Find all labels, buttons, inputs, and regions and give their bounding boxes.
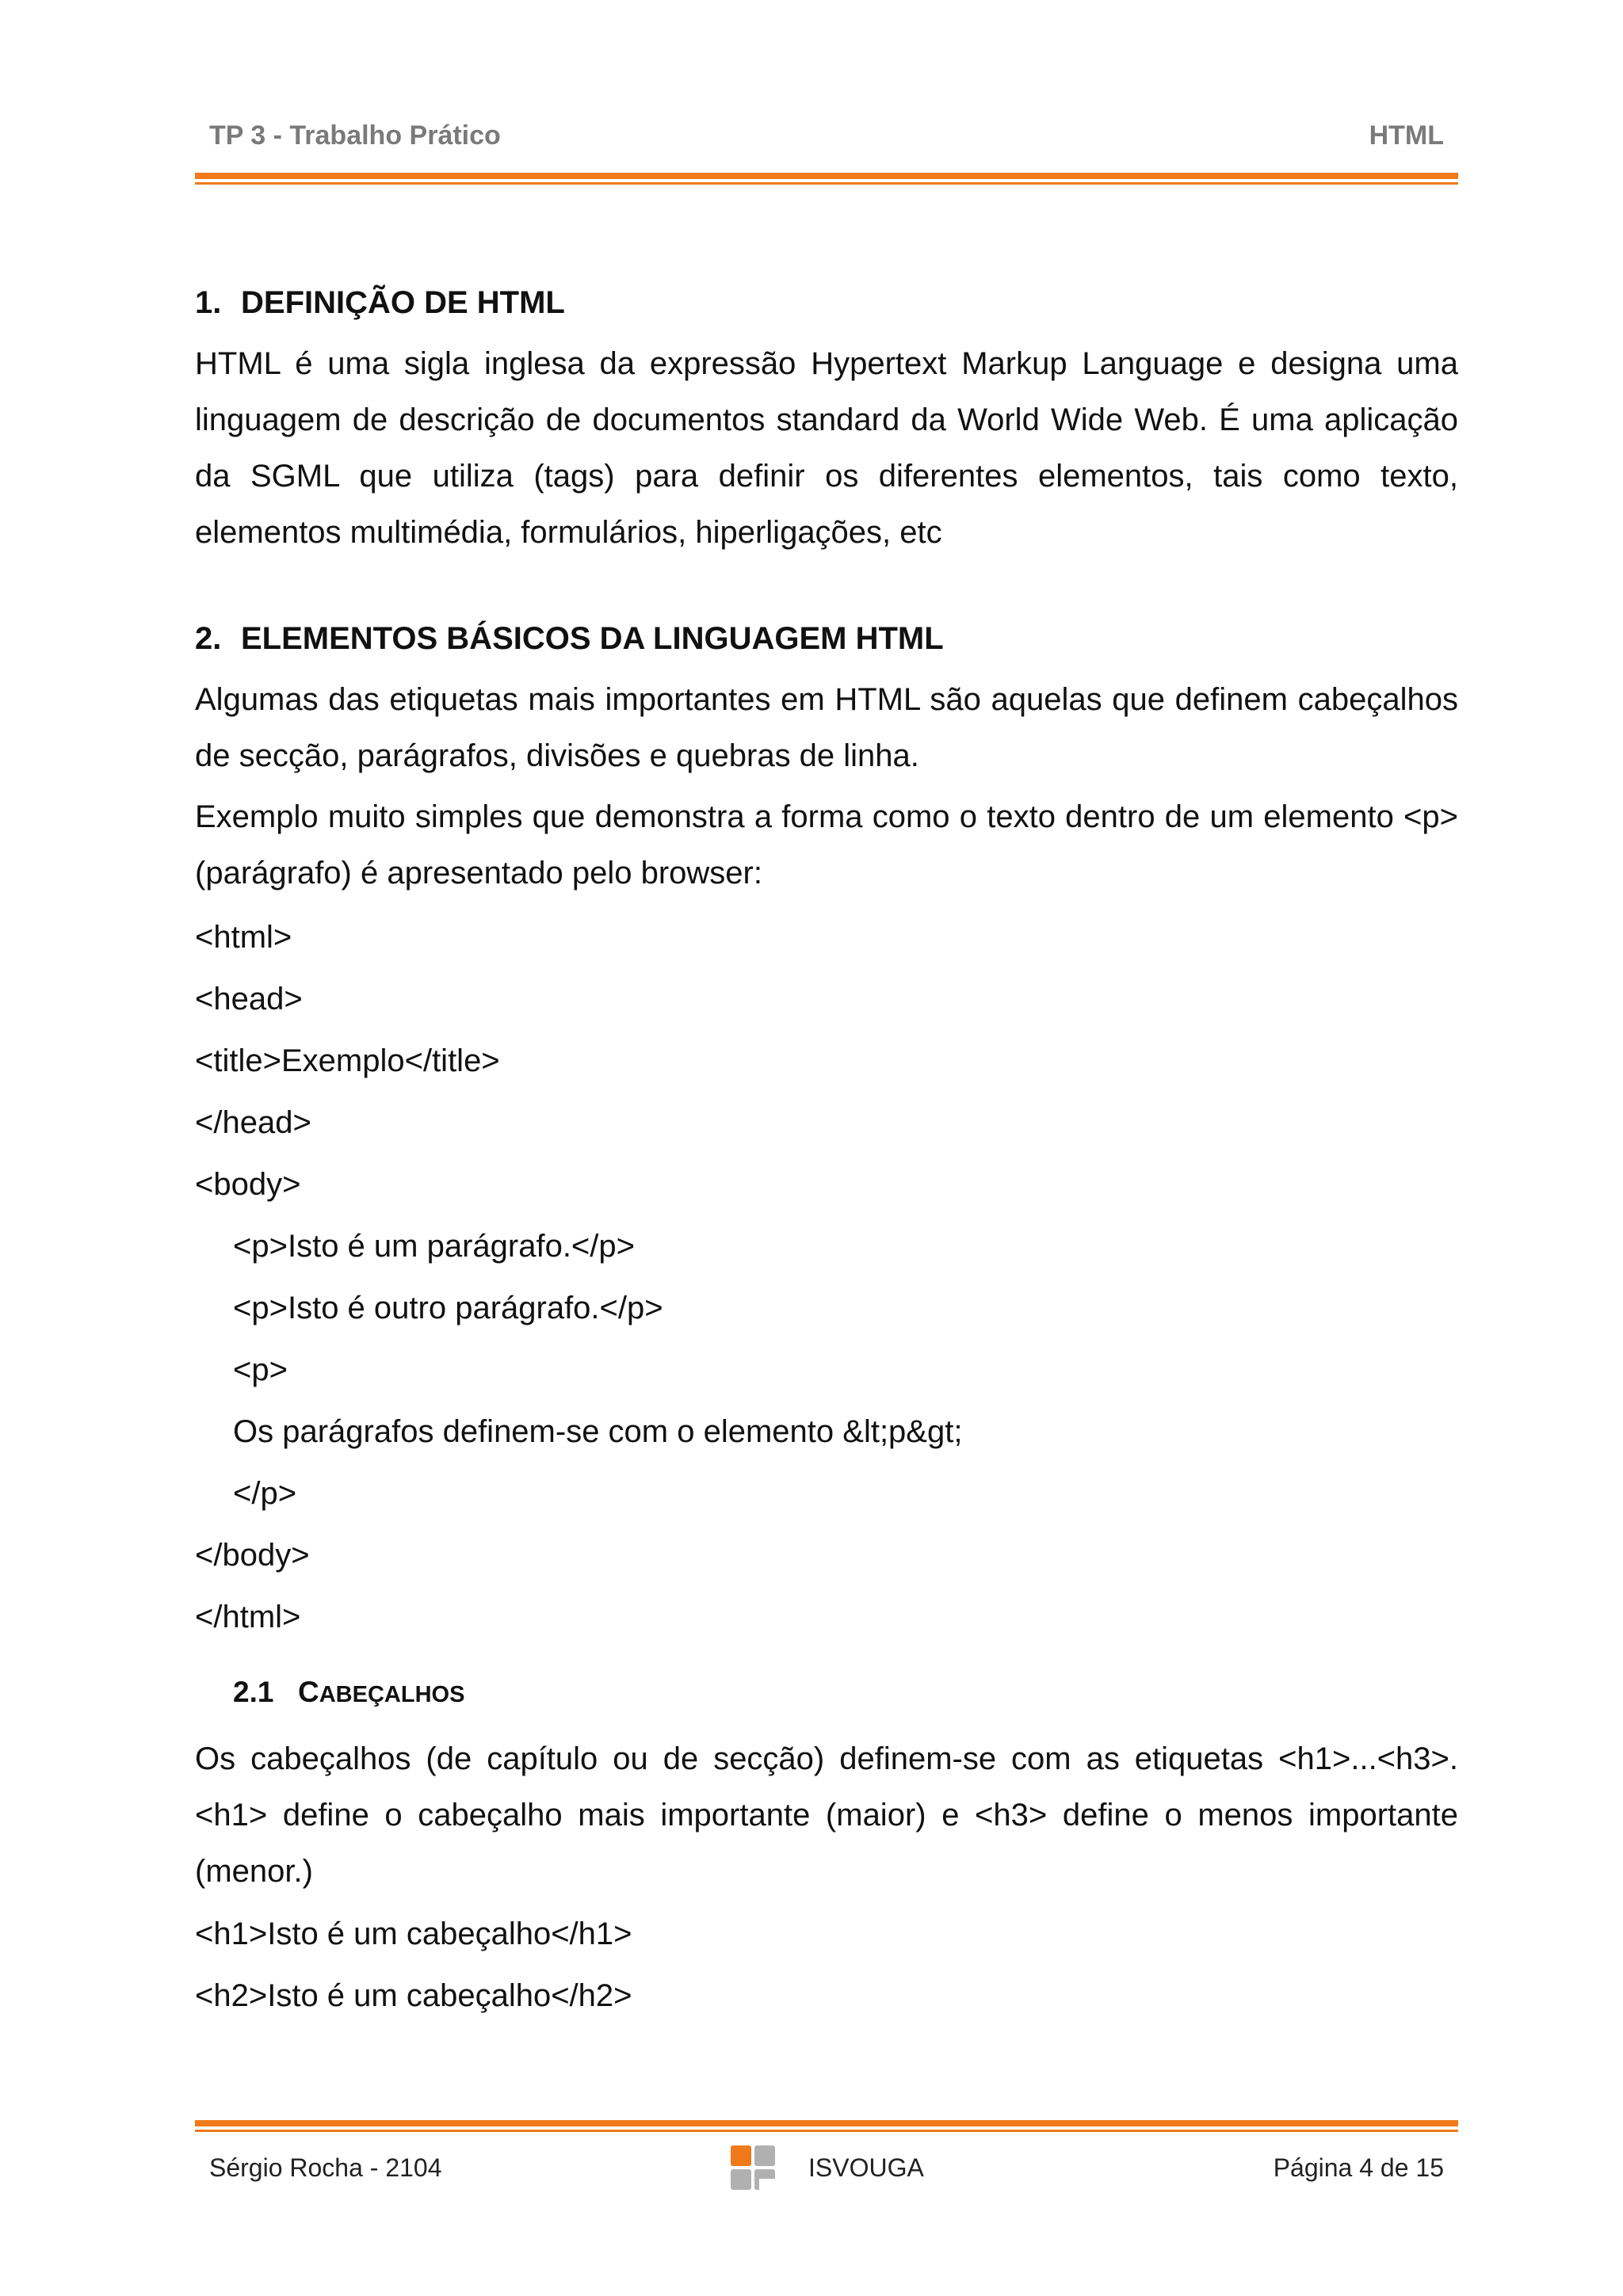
page-header [195,116,1458,155]
code-line: </p> [233,1476,297,1511]
subsection-2-1-heading [195,1667,1458,1720]
section-1-heading [195,277,1458,328]
footer-rule-thin [195,2130,1458,2132]
code-line: </head> [195,1105,311,1140]
subsection-2-1-title-rest: ABEÇALHOS [319,1682,465,1707]
header-rule [195,173,1458,179]
code-line: <head> [195,982,303,1016]
page-content [195,277,1458,2027]
code-line: Os parágrafos definem-se com o elemento &lt;p&gt; [233,1414,963,1449]
page-footer [195,2144,1458,2195]
footer-page-number: Página 4 de 15 [1273,2153,1444,2182]
code-line: </body> [195,1538,310,1573]
footer-author: Sérgio Rocha - 2104 [209,2153,442,2182]
section-2-paragraph-1: Algumas das etiquetas mais importantes em HTML são aquelas que definem cabeçalhos de secção, parágrafos, divisões e quebras de linha. [195,682,1458,773]
footer-organization: ISVOUGA [808,2153,924,2182]
header-document-title: TP 3 - Trabalho Prático [209,120,501,151]
section-2-number: 2. [195,621,222,656]
subsection-2-1-paragraph: Os cabeçalhos (de capítulo ou de secção) definem-se com as etiquetas <h1>...<h3>. <h1> define o cabeçalho mais importante (maior) e <h3> define o menos importante (menor.) [195,1741,1458,1889]
code-line: <h2>Isto é um cabeçalho</h2> [195,1978,632,2013]
code-line: <p>Isto é outro parágrafo.</p> [233,1291,663,1325]
section-1-title: DEFINIÇÃO DE HTML [241,285,565,320]
footer-rule [195,2120,1458,2126]
code-line: <p>Isto é um parágrafo.</p> [233,1229,636,1264]
code-line: </html> [195,1600,301,1634]
subsection-2-1-number: 2.1 [233,1676,274,1708]
code-line: <title>Exemplo</title> [195,1043,500,1078]
code-line: <h1>Isto é um cabeçalho</h1> [195,1917,632,1951]
code-line: <body> [195,1167,301,1202]
code-line: <p> [233,1352,288,1387]
header-topic: HTML [1369,120,1444,151]
section-2-heading [195,613,1458,664]
section-2-paragraph-2: Exemplo muito simples que demonstra a forma como o texto dentro de um elemento <p> (parágrafo) é apresentado pelo browser: [195,799,1458,891]
code-line: <html> [195,920,292,955]
header-rule-thin [195,182,1458,185]
section-1-paragraph: HTML é uma sigla inglesa da expressão Hypertext Markup Language e designa uma linguagem de descrição de documentos standard da World Wide Web. É uma aplicação da SGML que utiliza (tags) para definir os diferentes elementos, tais como texto, elementos multimédia, formulários, hiperligações, etc [195,346,1458,550]
section-1-number: 1. [195,285,222,320]
code-example [195,906,1458,1648]
section-2-title: ELEMENTOS BÁSICOS DA LINGUAGEM HTML [241,621,944,656]
subsection-2-1-title-initial: C [298,1676,319,1708]
isvouga-logo-icon [729,2144,777,2191]
heading-code-example [195,1903,1458,2027]
